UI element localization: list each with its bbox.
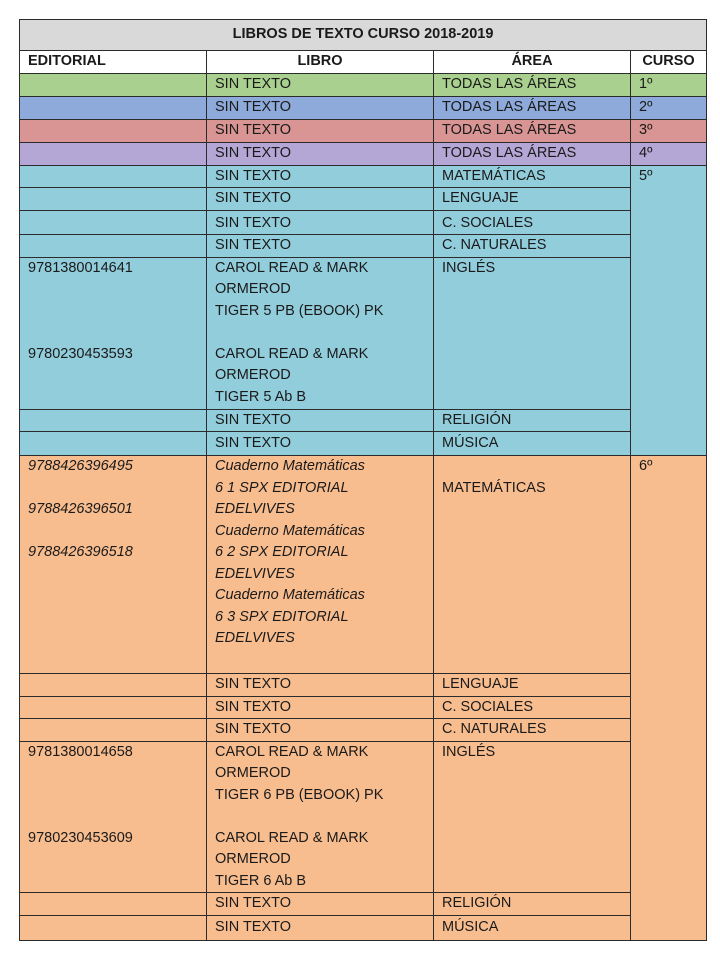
table-row — [20, 188, 707, 211]
editorial-cell — [20, 432, 207, 456]
editorial-cell — [20, 409, 207, 432]
editorial-cell — [20, 674, 207, 697]
libro-cell: SIN TEXTO — [207, 142, 434, 165]
table-row — [20, 741, 707, 893]
area-cell: RELIGIÓN — [434, 409, 631, 432]
editorial-cell — [20, 235, 207, 258]
editorial-cell — [20, 915, 207, 940]
area-cell: LENGUAJE — [434, 674, 631, 697]
libro-cell: SIN TEXTO — [207, 165, 434, 188]
editorial-cell — [20, 96, 207, 119]
area-cell: C. NATURALES — [434, 235, 631, 258]
curso-cell: 3º — [631, 119, 707, 142]
curso-cell: 2º — [631, 96, 707, 119]
area-cell: LENGUAJE — [434, 188, 631, 211]
header-row — [20, 51, 707, 74]
editorial-cell — [20, 165, 207, 188]
title-row — [20, 20, 707, 51]
editorial-cell — [20, 696, 207, 719]
editorial-cell: 9781380014658 9780230453609 — [20, 741, 207, 893]
editorial-cell — [20, 211, 207, 235]
table-row — [20, 142, 707, 165]
libro-cell: SIN TEXTO — [207, 893, 434, 916]
curso-cell: 4º — [631, 142, 707, 165]
libro-cell: SIN TEXTO — [207, 188, 434, 211]
table-row — [20, 893, 707, 916]
libro-cell: SIN TEXTO — [207, 235, 434, 258]
textbook-list-sheet — [19, 19, 706, 941]
table-row — [20, 719, 707, 742]
area-cell: C. SOCIALES — [434, 696, 631, 719]
table-row — [20, 235, 707, 258]
libro-cell: SIN TEXTO — [207, 409, 434, 432]
table-title: LIBROS DE TEXTO CURSO 2018-2019 — [20, 20, 707, 51]
area-cell: INGLÉS — [434, 257, 631, 409]
curso-cell-6: 6º — [631, 456, 707, 941]
libro-cell: SIN TEXTO — [207, 432, 434, 456]
editorial-cell — [20, 188, 207, 211]
editorial-cell — [20, 73, 207, 96]
editorial-cell — [20, 719, 207, 742]
area-cell: TODAS LAS ÁREAS — [434, 142, 631, 165]
area-cell: MATEMÁTICAS — [434, 456, 631, 674]
libro-cell: SIN TEXTO — [207, 674, 434, 697]
header-area: ÁREA — [434, 51, 631, 74]
curso-cell-5: 5º — [631, 165, 707, 456]
libro-cell: CAROL READ & MARK ORMEROD TIGER 6 PB (EBOOK) PK CAROL READ & MARK ORMEROD TIGER 6 Ab B — [207, 741, 434, 893]
area-cell: MÚSICA — [434, 432, 631, 456]
table-row — [20, 432, 707, 456]
table-row — [20, 211, 707, 235]
area-cell: INGLÉS — [434, 741, 631, 893]
area-cell: TODAS LAS ÁREAS — [434, 96, 631, 119]
table-row — [20, 696, 707, 719]
libro-cell: CAROL READ & MARK ORMEROD TIGER 5 PB (EBOOK) PK CAROL READ & MARK ORMEROD TIGER 5 Ab B — [207, 257, 434, 409]
table-row — [20, 456, 707, 674]
table-row — [20, 119, 707, 142]
area-cell: RELIGIÓN — [434, 893, 631, 916]
table-row — [20, 409, 707, 432]
libro-cell: SIN TEXTO — [207, 696, 434, 719]
table-row — [20, 96, 707, 119]
libro-cell: SIN TEXTO — [207, 719, 434, 742]
libro-cell: SIN TEXTO — [207, 119, 434, 142]
libro-cell: SIN TEXTO — [207, 211, 434, 235]
area-cell: TODAS LAS ÁREAS — [434, 73, 631, 96]
curso-cell: 1º — [631, 73, 707, 96]
area-cell: MÚSICA — [434, 915, 631, 940]
libro-cell: SIN TEXTO — [207, 915, 434, 940]
textbook-table — [19, 19, 707, 941]
table-row — [20, 674, 707, 697]
table-row — [20, 165, 707, 188]
libro-cell: SIN TEXTO — [207, 73, 434, 96]
table-row — [20, 257, 707, 409]
editorial-cell — [20, 119, 207, 142]
area-cell: TODAS LAS ÁREAS — [434, 119, 631, 142]
editorial-cell — [20, 893, 207, 916]
table-row — [20, 73, 707, 96]
libro-cell: SIN TEXTO — [207, 96, 434, 119]
area-cell: C. NATURALES — [434, 719, 631, 742]
header-libro: LIBRO — [207, 51, 434, 74]
header-editorial: EDITORIAL — [20, 51, 207, 74]
table-row — [20, 915, 707, 940]
area-cell: C. SOCIALES — [434, 211, 631, 235]
editorial-cell — [20, 142, 207, 165]
editorial-cell: 9788426396495 9788426396501 9788426396518 — [20, 456, 207, 674]
area-cell: MATEMÁTICAS — [434, 165, 631, 188]
editorial-cell: 9781380014641 9780230453593 — [20, 257, 207, 409]
libro-cell: Cuaderno Matemáticas 6 1 SPX EDITORIAL EDELVIVES Cuaderno Matemáticas 6 2 SPX EDITORIAL EDELVIVES Cuaderno Matemáticas 6 3 SPX EDITORIAL EDELVIVES — [207, 456, 434, 674]
header-curso: CURSO — [631, 51, 707, 74]
